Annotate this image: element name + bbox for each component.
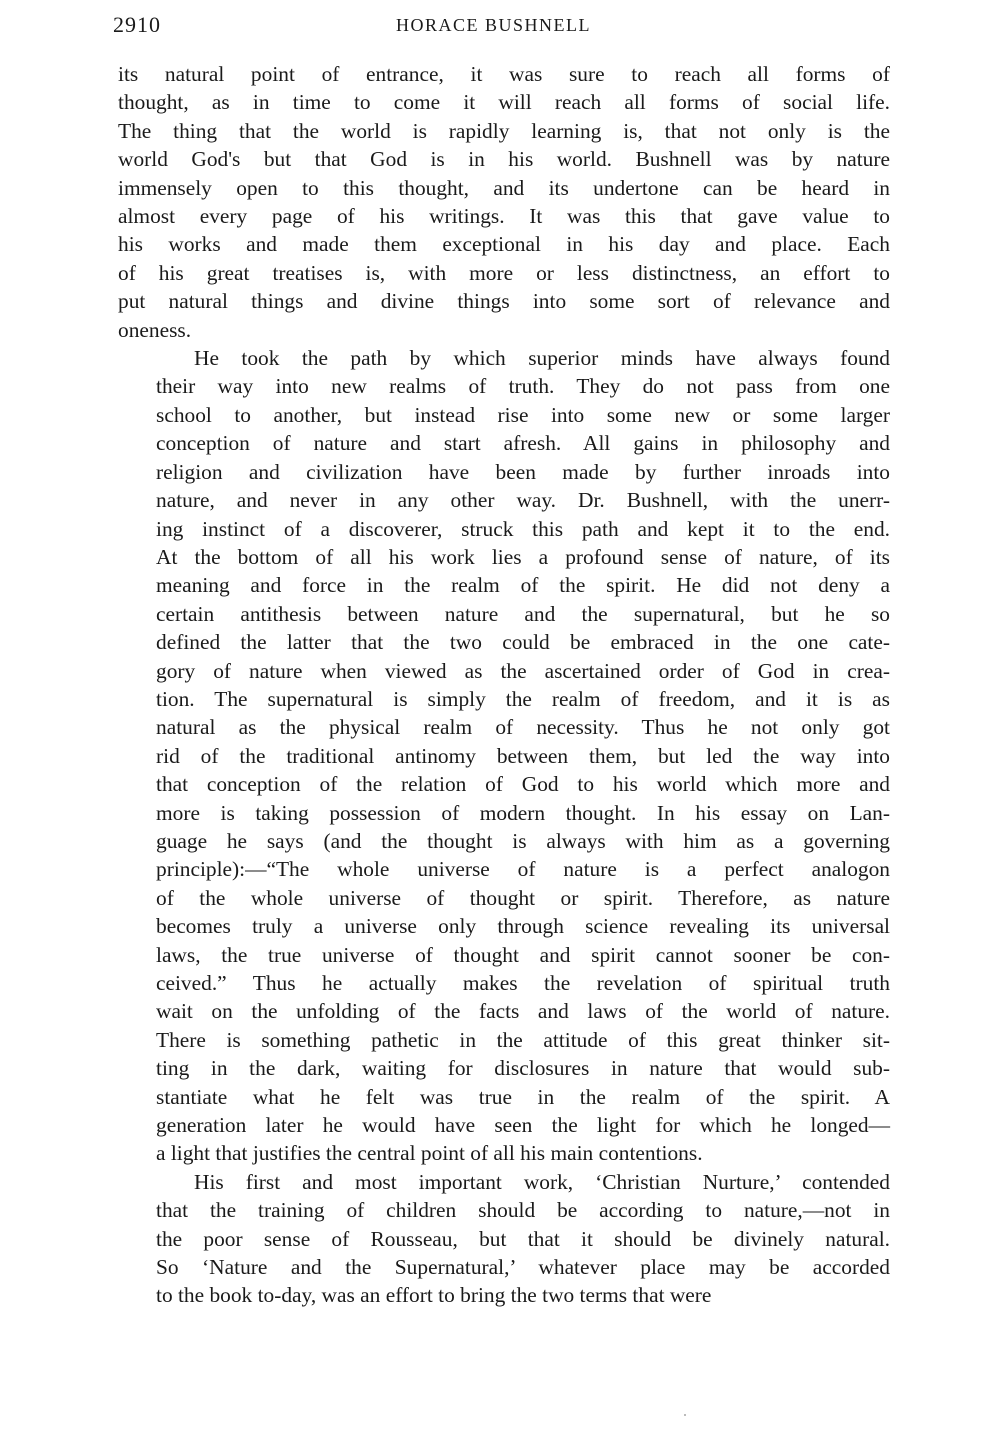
text-line: put natural things and divine things into some sort of relevance and [118,289,890,314]
text-line: a light that justifies the central point of all his main contentions. [156,1141,703,1166]
text-line: stantiate what he felt was true in the realm of the spirit. A [156,1084,890,1109]
text-line: of the whole universe of thought or spirit. Therefore, as nature [156,885,890,910]
text-line: that the training of children should be according to nature,—not in [156,1198,890,1223]
text-line: ting in the dark, waiting for disclosures in nature that would sub- [156,1056,890,1081]
text-line: his works and made them exceptional in his day and place. Each [118,232,890,257]
text-line: world God's but that God is in his world. Bushnell was by nature [118,147,890,172]
running-head: HORACE BUSHNELL [396,15,592,35]
paragraph-1 [118,60,890,344]
text-line: rid of the traditional antinomy between them, but led the way into [156,743,890,768]
text-line: to the book to-day, was an effort to bring the two terms that were [156,1283,712,1308]
text-line: wait on the unfolding of the facts and laws of the world of nature. [156,999,890,1024]
text-line: generation later he would have seen the light for which he longed— [156,1113,890,1138]
text-line: The thing that the world is rapidly learning is, that not only is the [118,118,890,143]
text-line: religion and civilization have been made by further inroads into [156,459,890,484]
text-line: certain antithesis between nature and the supernatural, but he so [156,601,890,626]
text-line: principle):—“The whole universe of nature is a perfect analogon [156,857,890,882]
text-line: almost every page of his writings. It was this that gave value to [118,204,890,229]
text-line: of his great treatises is, with more or less distinctness, an effort to [118,260,890,285]
text-line: laws, the true universe of thought and spirit cannot sooner be con- [156,942,890,967]
text-line: His first and most important work, ‘Christian Nurture,’ contended [194,1169,890,1194]
paragraph-2 [118,344,890,1168]
text-line: At the bottom of all his work lies a profound sense of nature, of its [156,544,890,569]
text-line: immensely open to this thought, and its undertone can be heard in [118,175,890,200]
text-line: natural as the physical realm of necessity. Thus he not only got [156,715,890,740]
text-line: gory of nature when viewed as the ascertained order of God in crea- [156,658,890,683]
text-line: guage he says (and the thought is always with him as a governing [156,828,890,853]
text-line: So ‘Nature and the Supernatural,’ whatever place may be accorded [156,1255,890,1280]
page-number: 2910 [113,12,161,37]
text-line: ing instinct of a discoverer, struck this path and kept it to the end. [156,516,890,541]
text-line: defined the latter that the two could be embraced in the one cate- [156,630,890,655]
text-line: more is taking possession of modern thought. In his essay on Lan- [156,800,890,825]
text-line: its natural point of entrance, it was sure to reach all forms of [118,62,890,86]
text-line: conception of nature and start afresh. All gains in philosophy and [156,431,890,456]
text-line: school to another, but instead rise into some new or some larger [156,402,890,427]
text-line: their way into new realms of truth. They do not pass from one [156,374,890,399]
text-line: There is something pathetic in the attitude of this great thinker sit- [156,1027,890,1052]
text-line: the poor sense of Rousseau, but that it should be divinely natural. [156,1226,890,1251]
text-line: thought, as in time to come it will reach all forms of social life. [118,90,890,115]
paragraph-3 [118,1168,890,1310]
text-line: becomes truly a universe only through science revealing its universal [156,914,890,939]
body-text [118,60,890,1310]
text-line: that conception of the relation of God to his world which more and [156,772,890,797]
page-header [113,12,903,42]
text-line: meaning and force in the realm of the spirit. He did not deny a [156,573,890,598]
text-line: He took the path by which superior minds have always found [194,346,890,371]
text-line: oneness. [118,317,192,342]
speck-mark [684,1414,686,1416]
text-line: nature, and never in any other way. Dr. Bushnell, with the unerr- [156,488,890,513]
text-line: tion. The supernatural is simply the realm of freedom, and it is as [156,686,890,711]
text-line: ceived.” Thus he actually makes the revelation of spiritual truth [156,971,890,995]
